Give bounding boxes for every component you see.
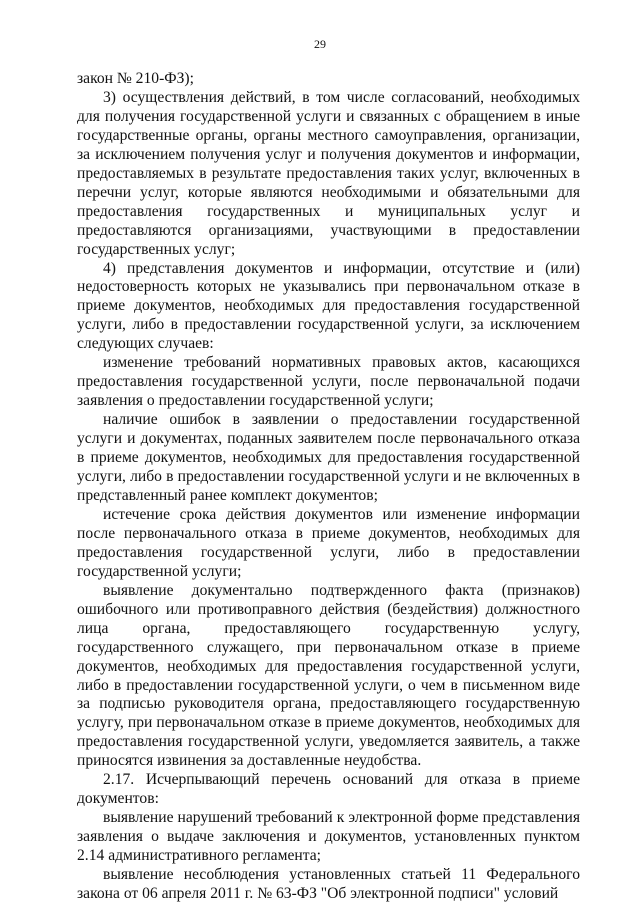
paragraph-case-expiry: истечение срока действия документов или изменение информации после первоначального отказа в приеме документов, необходимых для предоставления государственной услуги, либо в предоставлении государственной услуги; [77,505,580,580]
document-body [77,70,580,904]
paragraph-ground-electronic-form: выявление нарушений требований к электронной форме представления заявления о выдаче заключения и документов, установленных пунктом 2.14 административного регламента; [77,809,580,865]
paragraph-ground-signature: выявление несоблюдения установленных статьей 11 Федерального закона от 06 апреля 2011 г. № 63-ФЗ "Об электронной подписи" условий [77,866,580,902]
page-number: 29 [314,37,326,51]
paragraph-case-requirements-change: изменение требований нормативных правовых актов, касающихся предоставления государственной услуги, после первоначальной подачи заявления о предоставлении государственной услуги; [77,354,580,410]
paragraph-case-misconduct: выявление документально подтвержденного факта (признаков) ошибочного или противоправного действия (бездействия) должностного лица органа, предоставляющего государственную услугу, государственного служащего, при первоначальном отказе в приеме документов, необходимых для предоставления государственной услуги, либо в предоставлении государственной услуги, о чем в письменном виде за подписью руководителя органа, предоставляющего государственную услугу, при первоначальном отказе в приеме документов, необходимых для предоставления государственной услуги, уведомляется заявитель, а также приносятся извинения за доставленные неудобства. [77,581,580,770]
paragraph-case-errors: наличие ошибок в заявлении о предоставлении государственной услуги и документах, поданных заявителем после первоначального отказа в приеме документов, необходимых для предоставления государственной услуги, либо в предоставлении государственной услуги и не включенных в представленный ранее комплект документов; [77,411,580,504]
paragraph-law-reference: закон № 210-ФЗ); [77,70,194,87]
paragraph-item-3: 3) осуществления действий, в том числе согласований, необходимых для получения государственной услуги и связанных с обращением в иные государственные органы, органы местного самоуправления, организации, за исключением получения услуг и получения документов и информации, предоставляемых в результате предоставления таких услуг, включенных в перечни услуг, которые являются необходимыми и обязательными для предоставления государственных и муниципальных услуг и предоставляются организациями, участвующими в предоставлении государственных услуг; [77,88,580,258]
paragraph-section-2-17: 2.17. Исчерпывающий перечень оснований для отказа в приеме документов: [77,771,580,808]
paragraph-item-4: 4) представления документов и информации, отсутствие и (или) недостоверность которых не указывались при первоначальном отказе в приеме документов, необходимых для предоставления государственной услуги, либо в предоставлении государственной услуги, за исключением следующих случаев: [77,259,580,353]
